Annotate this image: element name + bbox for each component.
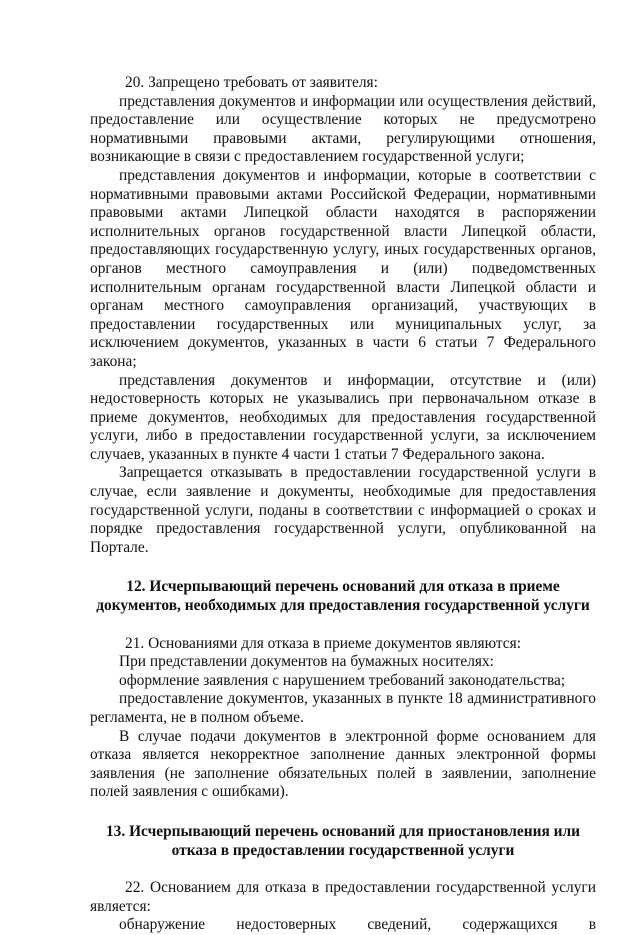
page-content: [90, 74, 596, 935]
paragraph-21-intro: 21. Основаниями для отказа в приеме документов являются:: [125, 634, 521, 652]
section-13-heading: 13. Исчерпывающий перечень оснований для приостановления или отказа в предоставлении государственной услуги: [105, 822, 580, 859]
paragraph-22-item-1: обнаружение недостоверных сведений, содержащихся в: [119, 916, 596, 934]
paragraph-21-item-2: предоставление документов, указанных в пункте 18 административного регламента, не в полном объеме.: [90, 690, 596, 726]
paragraph-20-intro: 20. Запрещено требовать от заявителя:: [125, 74, 378, 91]
paragraph-21-item-1: оформление заявления с нарушением требований законодательства;: [119, 671, 566, 689]
paragraph-20-item-1: представления документов и информации или осуществления действий, предоставление или осуществление которых не предусмотрено нормативными правовыми актами, регулирующими отношения, возникающие в связи с предоставлением государственной услуги;: [90, 92, 596, 166]
paragraph-20-prohibition: Запрещается отказывать в предоставлении государственной услуги в случае, если заявление и документы, необходимые для предоставления государственной услуги, поданы в соответствии с информацией о сроках и порядке предоставления государственной услуги, опубликованной на Портале.: [90, 464, 596, 556]
section-12-heading: 12. Исчерпывающий перечень оснований для отказа в приеме документов, необходимых для предоставления государственной услуги: [96, 578, 590, 615]
paragraph-22-intro: 22. Основанием для отказа в предоставлении государственной услуги является:: [90, 879, 596, 915]
paragraph-21-electronic: В случае подачи документов в электронной форме основанием для отказа является некорректное заполнение данных электронной формы заявления (не заполнение обязательных полей в заявлении, заполнение полей заявления с ошибками).: [90, 727, 596, 801]
paragraph-20-item-3: представления документов и информации, отсутствие и (или) недостоверность которых не указывались при первоначальном отказе в приеме документов, необходимых для предоставления государственной услуги, либо в предоставлении государственной услуги, за исключением случаев, указанных в пункте 4 части 1 статьи 7 Федерального закона.: [90, 371, 596, 463]
paragraph-20-item-2: представления документов и информации, которые в соответствии с нормативными правовыми актами Российской Федерации, нормативными правовыми актами Липецкой области находятся в распоряжении исполнительных органов государственной власти Липецкой области, предоставляющих государственную услугу, иных государственных органов, органов местного самоуправления и (или) подведомственных исполнительным органам государственной власти Липецкой области и органам местного самоуправления организаций, участвующих в предоставлении государственных или муниципальных услуг, за исключением документов, указанных в части 6 статьи 7 Федерального закона;: [90, 166, 596, 370]
paragraph-21-paper: При представлении документов на бумажных носителях:: [119, 653, 494, 671]
